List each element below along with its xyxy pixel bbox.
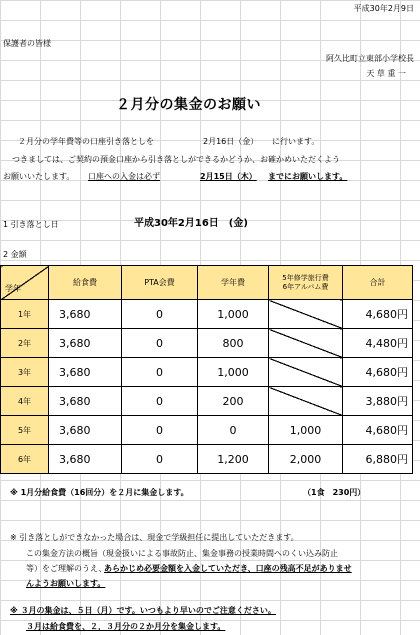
table-row — [1, 387, 413, 416]
recipient: 保護者の皆様 — [3, 39, 51, 48]
grade-cell: 2年 — [1, 329, 49, 358]
grade-cell: 3年 — [1, 358, 49, 387]
grade-corner-cell — [1, 266, 49, 300]
total-cell: 6,880円 — [343, 445, 413, 474]
total-cell: 4,680円 — [343, 300, 413, 329]
header-total: 合計 — [343, 266, 413, 300]
total-cell: 4,680円 — [343, 416, 413, 445]
table-row — [1, 416, 413, 445]
pta-cell: 0 — [122, 387, 198, 416]
body-line3d: までにお願いします。 — [268, 172, 348, 181]
pta-cell: 0 — [122, 358, 198, 387]
grade-fee-cell: 800 — [198, 329, 269, 358]
total-cell: 4,480円 — [343, 329, 413, 358]
grade-cell: 6年 — [1, 445, 49, 474]
lunch-cell: 3,680 — [49, 416, 122, 445]
grade-fee-cell: 1,000 — [198, 358, 269, 387]
table-header-row — [1, 266, 413, 300]
total-cell: 4,680円 — [343, 358, 413, 387]
fee-table — [0, 265, 413, 474]
section2-label: 2 金額 — [3, 250, 27, 259]
note1-meal-price: （1食 230円） — [303, 488, 366, 497]
withdrawal-date: 平成30年2月16日 (金) — [134, 218, 248, 229]
note1-text: ※ 1月分給食費（16回分）を２月に集金します。 — [10, 488, 189, 497]
total-cell: 3,880円 — [343, 387, 413, 416]
body-line3a: お願いいたします。 — [3, 172, 75, 181]
school-name: 阿久比町立東部小学校長 — [326, 54, 414, 63]
grade-fee-cell: 0 — [198, 416, 269, 445]
lunch-cell: 3,680 — [49, 329, 122, 358]
pta-cell: 0 — [122, 329, 198, 358]
section1-label: 1 引き落とし日 — [3, 220, 59, 229]
not-applicable-cell — [269, 358, 343, 387]
body-line1c: に行います。 — [272, 137, 320, 146]
lunch-cell: 3,680 — [49, 387, 122, 416]
grade-cell: 5年 — [1, 416, 49, 445]
table-row — [1, 445, 413, 474]
album-fee-cell: 2,000 — [269, 445, 343, 474]
note3-line2: ３月は給食費を、２，３月分の２か月分を集金します。 — [26, 622, 226, 631]
pta-cell: 0 — [122, 445, 198, 474]
body-line1a: ２月分の学年費等の口座引き落としを — [18, 137, 154, 146]
header-album: 6年アルバム費 — [282, 282, 329, 291]
not-applicable-cell — [269, 387, 343, 416]
grade-fee-cell: 1,000 — [198, 300, 269, 329]
lunch-cell: 3,680 — [49, 358, 122, 387]
note2-line3a: 等）をご理解のうえ、 — [26, 564, 107, 573]
not-applicable-cell — [269, 300, 343, 329]
header-lunch: 給食費 — [49, 266, 122, 300]
grade-cell: 4年 — [1, 387, 49, 416]
not-applicable-cell — [269, 329, 343, 358]
body-line3b: 口座への入金は必ず — [88, 172, 160, 181]
pta-cell: 0 — [122, 416, 198, 445]
table-row — [1, 358, 413, 387]
body-line2: つきましては、ご契約の預金口座から引き落としができるかどうか、お確かめいただくよう — [12, 155, 340, 164]
table-row — [1, 329, 413, 358]
note2-line4: んようお願いします。 — [26, 579, 106, 588]
note2-line1: ※ 引き落としができなかった場合は、現金で学級担任に提出していただきます。 — [10, 533, 299, 542]
lunch-cell: 3,680 — [49, 300, 122, 329]
pta-cell: 0 — [122, 300, 198, 329]
note2-line3b: あらかじめ必要金額を入金していただき、口座の残高不足がありませ — [104, 564, 352, 573]
body-line3c: 2月15日（木） — [200, 172, 257, 181]
grade-cell: 1年 — [1, 300, 49, 329]
grade-fee-cell: 200 — [198, 387, 269, 416]
trip-fee-cell: 1,000 — [269, 416, 343, 445]
note3-line1: ※ ３月の集金は、５日（月）です。いつもより早いのでご注意ください。 — [10, 606, 276, 615]
grade-corner-label: 学年 — [5, 284, 21, 293]
lunch-cell: 3,680 — [49, 445, 122, 474]
note2-line2: この集金方法の概旨（現金扱いによる事故防止、集金事務の授業時間へのくい込み防止 — [26, 549, 338, 558]
header-grade-fee: 学年費 — [198, 266, 269, 300]
document-title: ２月分の集金のお願い — [116, 97, 261, 113]
body-line1b: 2月16日（金） — [203, 137, 259, 146]
header-pta: PTA会費 — [122, 266, 198, 300]
document-date: 平成30年2月9日 — [353, 4, 414, 13]
table-row — [1, 300, 413, 329]
principal-name: 天 草 重 一 — [366, 69, 406, 78]
grade-fee-cell: 1,200 — [198, 445, 269, 474]
header-trip: 5年修学旅行費 — [282, 273, 329, 282]
header-trip-album — [269, 266, 343, 300]
